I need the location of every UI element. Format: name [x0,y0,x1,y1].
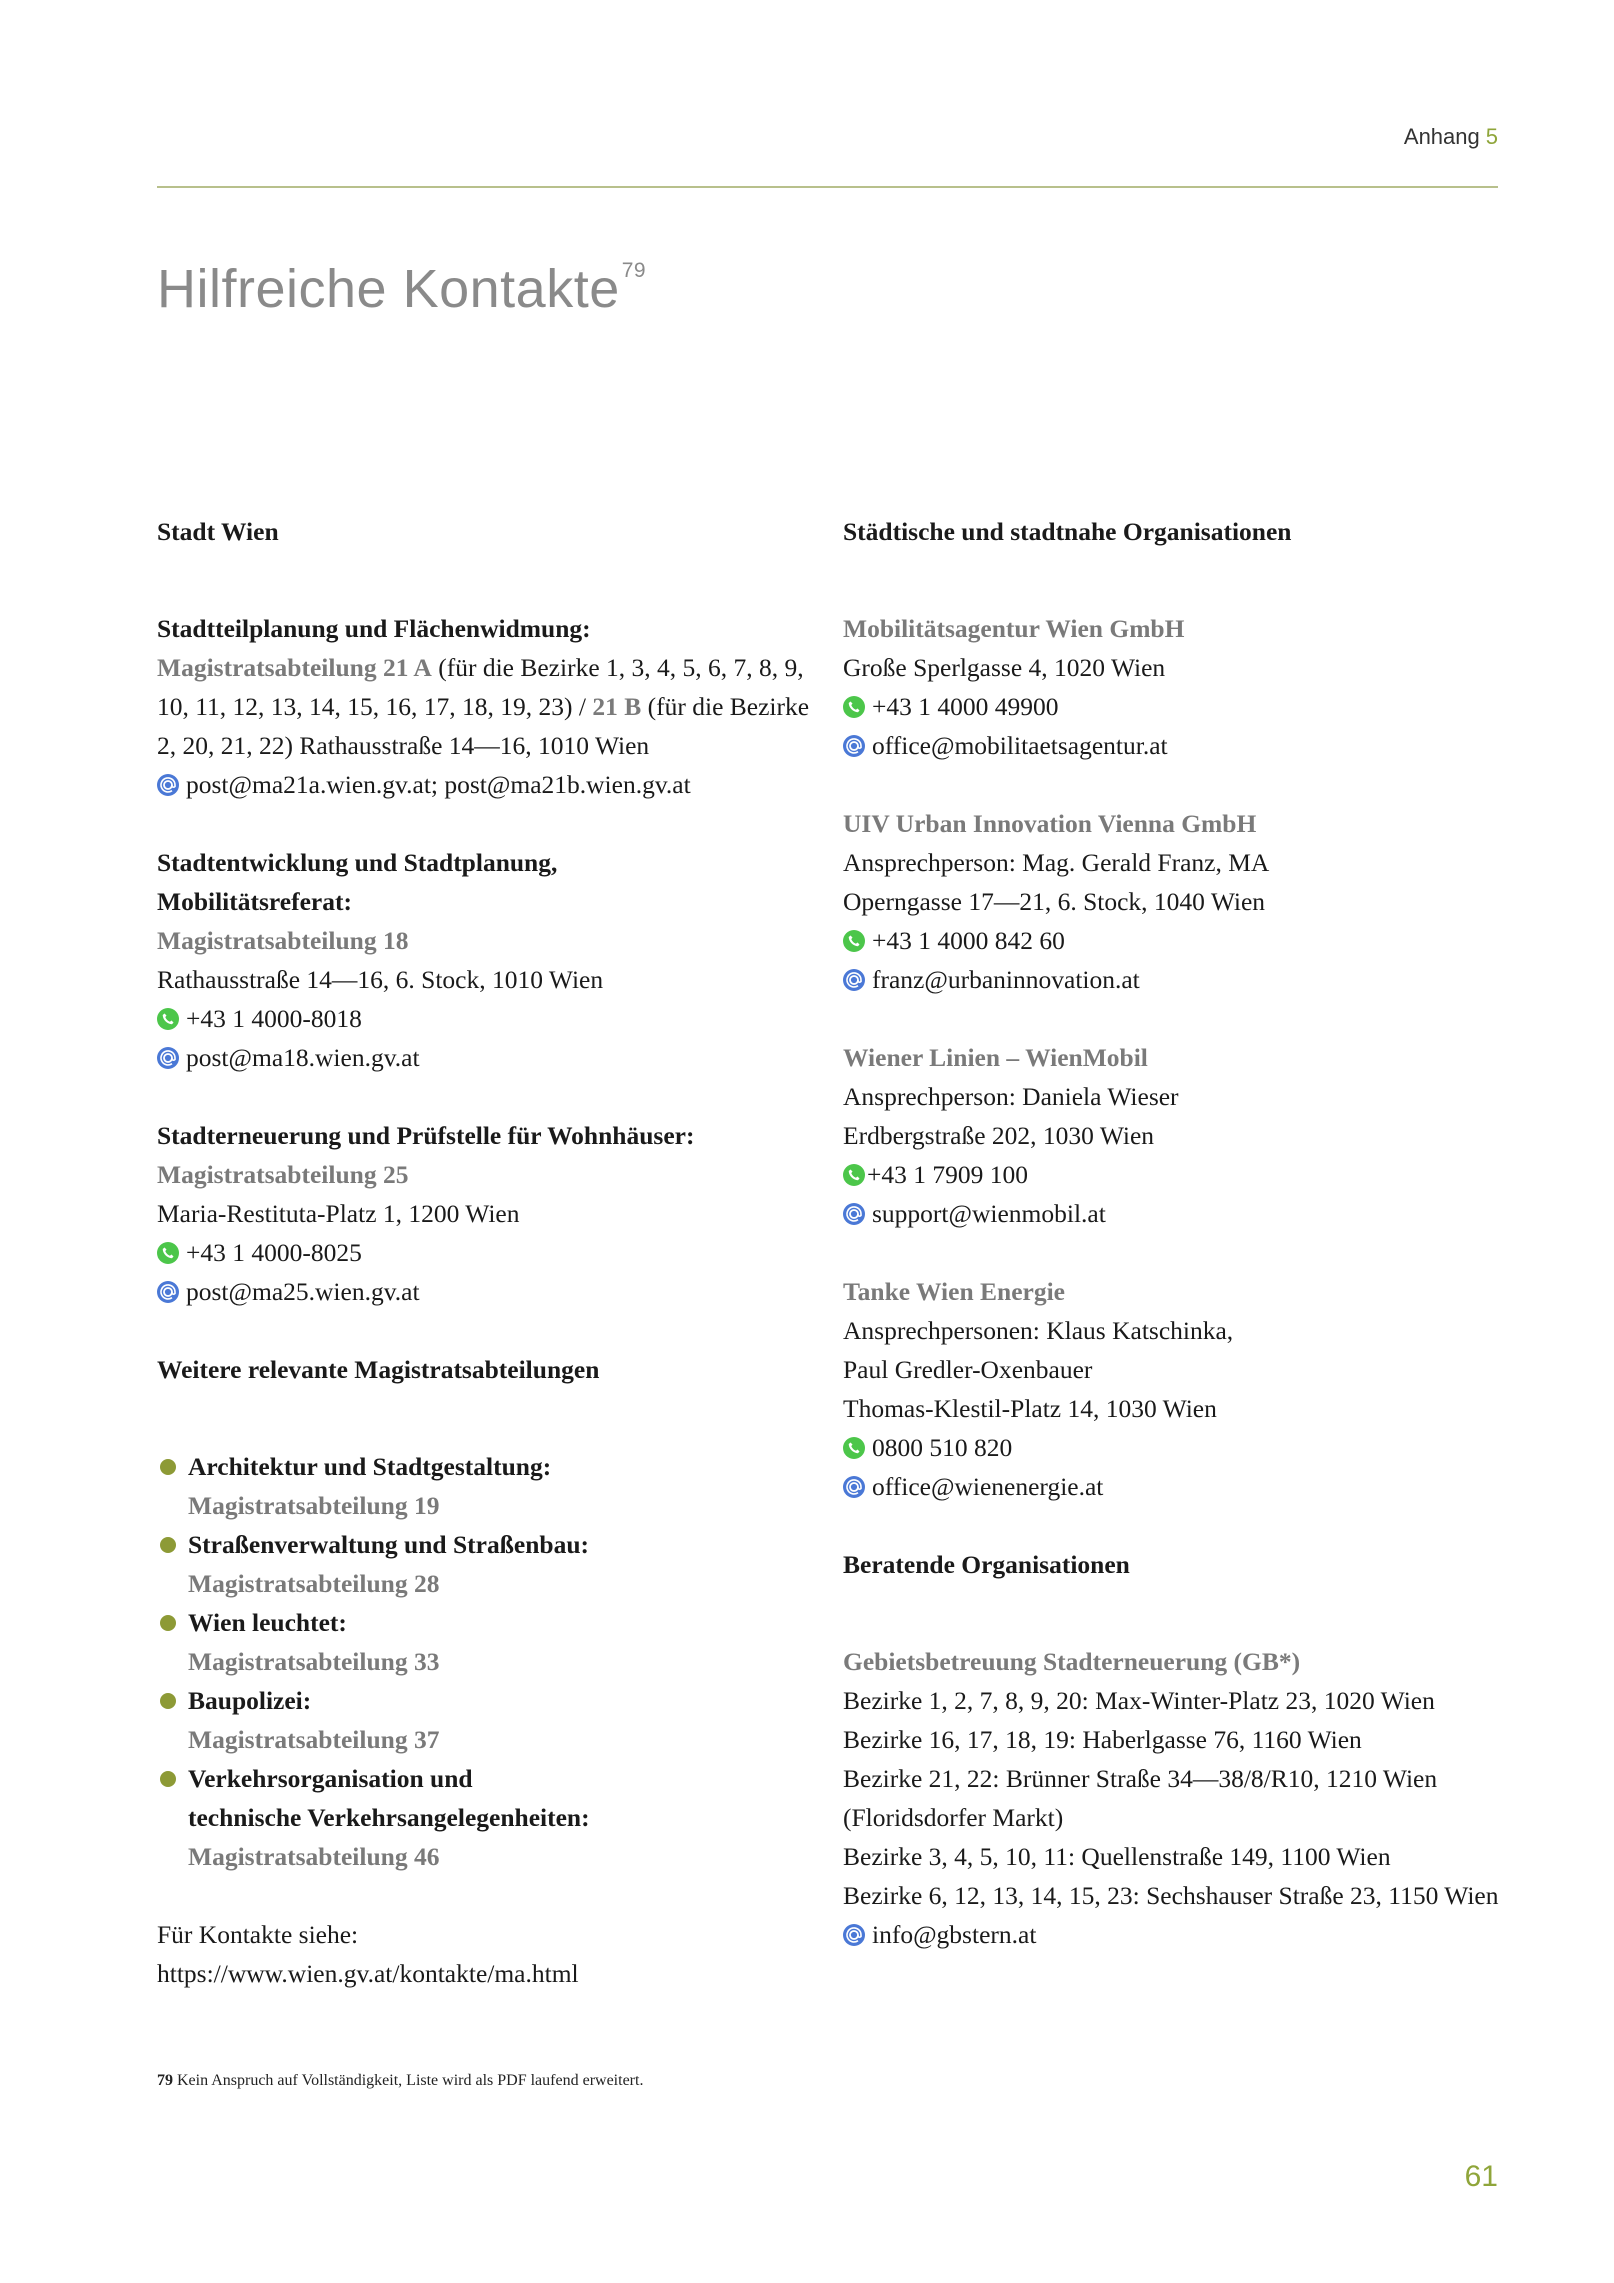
list-item [157,1603,817,1681]
email-icon [157,774,179,796]
contact-block-wiener-linien [843,1038,1503,1233]
block-text [157,648,817,765]
contact-person: Ansprechpersonen: Klaus Katschinka, [843,1316,1234,1345]
email-line [157,1272,817,1311]
address: Maria-Restituta-Platz 1, 1200 Wien [157,1199,520,1228]
org-name: UIV Urban Innovation Vienna GmbH [843,809,1257,838]
phone-number[interactable]: +43 1 4000 49900 [872,692,1059,721]
bullet-icon [160,1459,176,1475]
email-icon [843,1924,865,1946]
list-item [157,1447,817,1525]
item-title: Straßenverwaltung und Straßenbau: [188,1530,589,1559]
contact-person: Ansprechperson: Mag. Gerald Franz, MA [843,848,1270,877]
block-title: Stadtteilplanung und Flächenwidmung: [157,614,591,643]
list-item [157,1681,817,1759]
district-address: (Floridsdorfer Markt) [843,1803,1064,1832]
contacts-url-link[interactable]: https://www.wien.gv.at/kontakte/ma.html [157,1959,579,1988]
contact-block-tanke [843,1272,1503,1506]
header-label: Anhang [1403,124,1480,149]
phone-number[interactable]: +43 1 7909 100 [867,1160,1029,1189]
org-name: Magistratsabteilung 33 [188,1647,440,1676]
item-title: Baupolizei: [188,1686,312,1715]
item-title: technische Verkehrsangelegenheiten: [188,1803,590,1832]
contact-block-ma25 [157,1116,817,1311]
bullet-icon [160,1693,176,1709]
page-number: 61 [1464,2160,1498,2193]
address: Erdbergstraße 202, 1030 Wien [843,1121,1155,1150]
left-column [157,512,817,1993]
header-rule [157,186,1498,188]
section-heading-stadt-wien: Stadt Wien [157,517,279,546]
email-line [843,960,1503,999]
org-name: Magistratsabteilung 37 [188,1725,440,1754]
phone-number[interactable]: +43 1 4000-8018 [186,1004,362,1033]
district-address: Bezirke 21, 22: Brünner Straße 34—38/8/R10, 1210 Wien [843,1764,1438,1793]
district-address: Bezirke 1, 2, 7, 8, 9, 20: Max-Winter-Platz 23, 1020 Wien [843,1686,1435,1715]
contact-block-mobilitaetsagentur [843,609,1503,765]
phone-icon [157,1008,179,1030]
contact-block-uiv [843,804,1503,999]
department-list [157,1447,817,1876]
phone-icon [843,930,865,952]
phone-line [157,999,817,1038]
org-name: Wiener Linien – WienMobil [843,1043,1148,1072]
section-heading-beratend: Beratende Organisationen [843,1550,1130,1579]
district-address: Bezirke 6, 12, 13, 14, 15, 23: Sechshauser Straße 23, 1150 Wien [843,1881,1499,1910]
section-heading-weitere: Weitere relevante Magistratsabteilungen [157,1355,600,1384]
phone-icon [157,1242,179,1264]
email-icon [157,1281,179,1303]
email-line [157,765,817,804]
block-title: Stadtentwicklung und Stadtplanung, [157,848,558,877]
email-icon [843,969,865,991]
email-line [843,1194,1503,1233]
email-link[interactable]: franz@urbaninnovation.at [872,965,1140,994]
email-link[interactable]: office@mobilitaetsagentur.at [872,731,1168,760]
contact-block-ma21 [157,609,817,804]
email-link[interactable]: post@ma25.wien.gv.at [186,1277,420,1306]
page-title [157,258,646,320]
org-name: Magistratsabteilung 18 [157,926,409,955]
bullet-icon [160,1537,176,1553]
org-name: Magistratsabteilung 46 [188,1842,440,1871]
phone-icon [843,696,865,718]
org-name: Magistratsabteilung 19 [188,1491,440,1520]
phone-line [157,1233,817,1272]
email-line [157,1038,817,1077]
email-line [843,1467,1503,1506]
org-name: Tanke Wien Energie [843,1277,1065,1306]
phone-line [843,687,1503,726]
district-text: (für die Bezirke 2, 20, 21, 22) Rathausstraße 14—16, 1010 Wien [157,692,810,760]
org-name: Magistratsabteilung 25 [157,1160,409,1189]
address: Thomas-Klestil-Platz 14, 1030 Wien [843,1394,1217,1423]
running-header [1404,124,1498,150]
contact-person: Ansprechperson: Daniela Wieser [843,1082,1179,1111]
phone-number[interactable]: +43 1 4000-8025 [186,1238,362,1267]
email-link[interactable]: info@gbstern.at [872,1920,1037,1949]
email-link[interactable]: post@ma18.wien.gv.at [186,1043,420,1072]
email-line [843,726,1503,765]
header-chapter-number: 5 [1485,124,1498,149]
bullet-icon [160,1615,176,1631]
phone-icon [843,1437,865,1459]
list-item [157,1759,817,1876]
email-icon [843,1476,865,1498]
contact-block-ma18 [157,843,817,1077]
block-title: Mobilitätsreferat: [157,887,352,916]
footnote-ref[interactable]: 79 [621,259,647,282]
phone-line [843,921,1503,960]
footnote-text: Kein Anspruch auf Vollständigkeit, Liste wird als PDF laufend erweitert. [173,2072,644,2089]
address: Große Sperlgasse 4, 1020 Wien [843,653,1166,682]
footnote [157,2072,643,2090]
email-link[interactable]: support@wienmobil.at [872,1199,1106,1228]
district-address: Bezirke 3, 4, 5, 10, 11: Quellenstraße 149, 1100 Wien [843,1842,1391,1871]
district-address: Bezirke 16, 17, 18, 19: Haberlgasse 76, 1160 Wien [843,1725,1362,1754]
section-heading-organisationen: Städtische und stadtnahe Organisationen [843,517,1292,546]
email-icon [157,1047,179,1069]
page-title-text: Hilfreiche Kontakte [157,259,620,319]
email-link[interactable]: office@wienenergie.at [872,1472,1104,1501]
org-name: 21 B [592,692,642,721]
footnote-number: 79 [157,2072,173,2089]
item-title: Wien leuchtet: [188,1608,347,1637]
district-text: (für die Bezirke 1, 3, 4, 5, 6, 7, 8, 9, 10, 11, 12, 13, 14, 15, 16, 17, 18, 19, 23) / [157,653,804,721]
phone-line [843,1155,1503,1194]
org-name: Magistratsabteilung 28 [188,1569,440,1598]
email-line [843,1915,1503,1954]
item-title: Architektur und Stadtgestaltung: [188,1452,552,1481]
org-name: Magistratsabteilung 21 A [157,653,432,682]
email-link[interactable]: post@ma21a.wien.gv.at; post@ma21b.wien.gv.at [186,770,691,799]
org-name: Mobilitätsagentur Wien GmbH [843,614,1185,643]
phone-number[interactable]: 0800 510 820 [872,1433,1013,1462]
email-icon [843,735,865,757]
contacts-label: Für Kontakte siehe: [157,1920,359,1949]
contact-block-gebietsbetreuung [843,1642,1503,1954]
phone-line [843,1428,1503,1467]
address: Rathausstraße 14—16, 6. Stock, 1010 Wien [157,965,604,994]
contact-person: Paul Gredler-Oxenbauer [843,1355,1093,1384]
phone-icon [843,1164,865,1186]
list-item [157,1525,817,1603]
block-title: Stadterneuerung und Prüfstelle für Wohnhäuser: [157,1121,695,1150]
address: Operngasse 17—21, 6. Stock, 1040 Wien [843,887,1266,916]
item-title: Verkehrsorganisation und [188,1764,473,1793]
bullet-icon [160,1771,176,1787]
right-column [843,512,1503,1954]
org-name: Gebietsbetreuung Stadterneuerung (GB*) [843,1647,1301,1676]
email-icon [843,1203,865,1225]
phone-number[interactable]: +43 1 4000 842 60 [872,926,1065,955]
